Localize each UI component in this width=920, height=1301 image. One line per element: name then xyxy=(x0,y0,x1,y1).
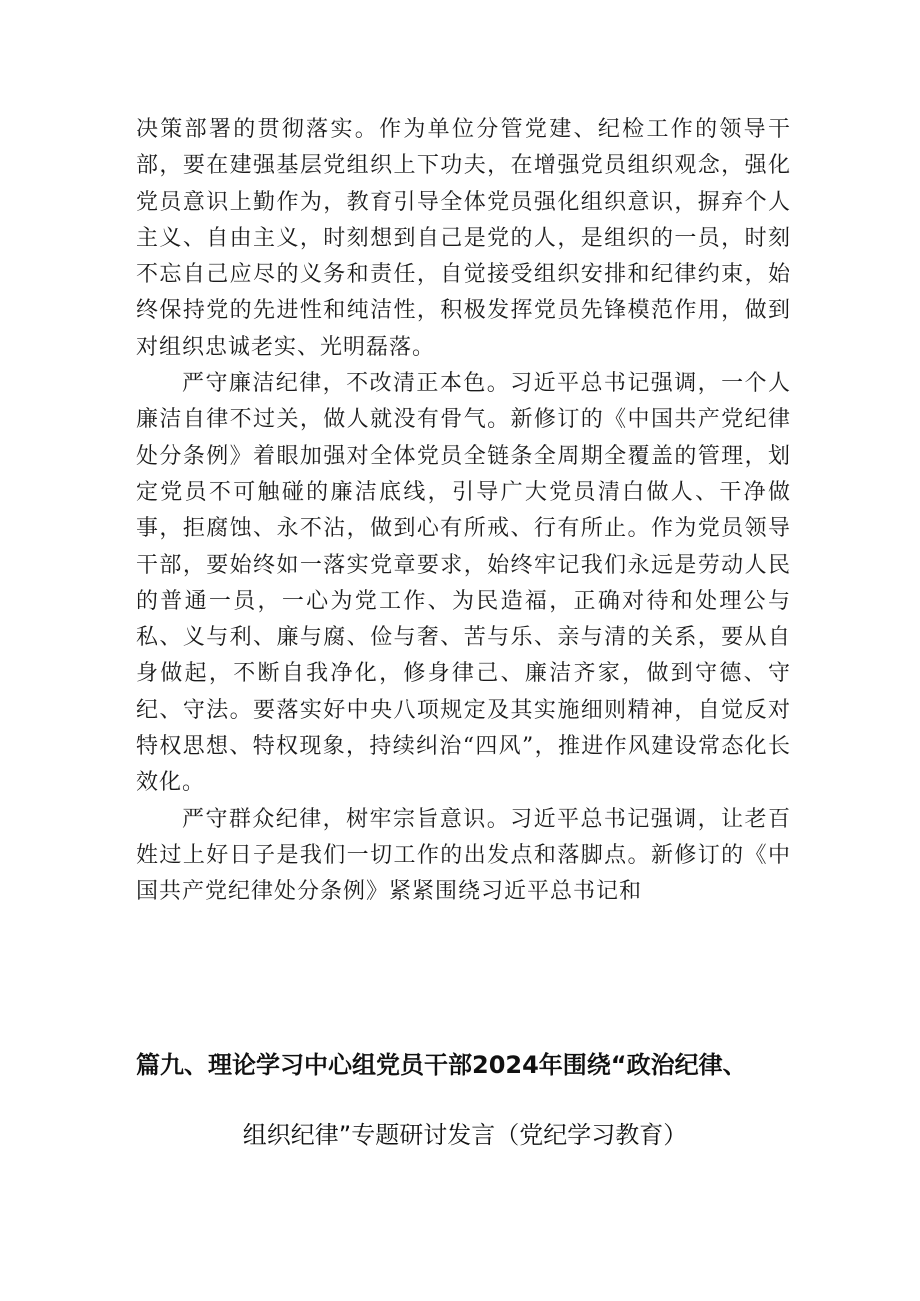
paragraph-1: 决策部署的贯彻落实。作为单位分管党建、纪检工作的领导干部，要在建强基层党组织上下功夫，在增强党员组织观念，强化党员意识上勤作为，教育引导全体党员强化组织意识，摒弃个人主义、自由主义，时刻想到自己是党的人，是组织的一员，时刻不忘自己应尽的义务和责任，自觉接受组织安排和纪律约束，始终保持党的先进性和纯洁性，积极发挥党员先锋模范作用，做到对组织忠诚老实、光明磊落。 xyxy=(136,117,791,360)
section-heading-line-2 xyxy=(0,1115,920,1150)
section-heading-line-2-text: 组织纪律”专题研讨发言（党纪学习教育） xyxy=(242,1121,688,1149)
body-text xyxy=(136,112,791,911)
section-heading-line-1: 篇九、理论学习中心组党员干部2024年围绕“政治纪律、 xyxy=(136,1051,747,1079)
paragraph-2: 严守廉洁纪律，不改清正本色。习近平总书记强调，一个人廉洁自律不过关，做人就没有骨气。新修订的《中国共产党纪律处分条例》着眼加强对全体党员全链条全周期全覆盖的管理，划定党员不可触碰的廉洁底线，引导广大党员清白做人、干净做事，拒腐蚀、永不沾，做到心有所戒、行有所止。作为党员领导干部，要始终如一落实党章要求，始终牢记我们永远是劳动人民的普通一员，一心为党工作、为民造福，正确对待和处理公与私、义与利、廉与腐、俭与奢、苦与乐、亲与清的关系，要从自身做起，不断自我净化，修身律己、廉洁齐家，做到守德、守纪、守法。要落实好中央八项规定及其实施细则精神，自觉反对特权思想、特权现象，持续纠治“四风”，推进作风建设常态化长效化。 xyxy=(136,371,791,796)
paragraph-3: 严守群众纪律，树牢宗旨意识。习近平总书记强调，让老百姓过上好日子是我们一切工作的出发点和落脚点。新修订的《中国共产党纪律处分条例》紧紧围绕习近平总书记和 xyxy=(136,806,791,905)
